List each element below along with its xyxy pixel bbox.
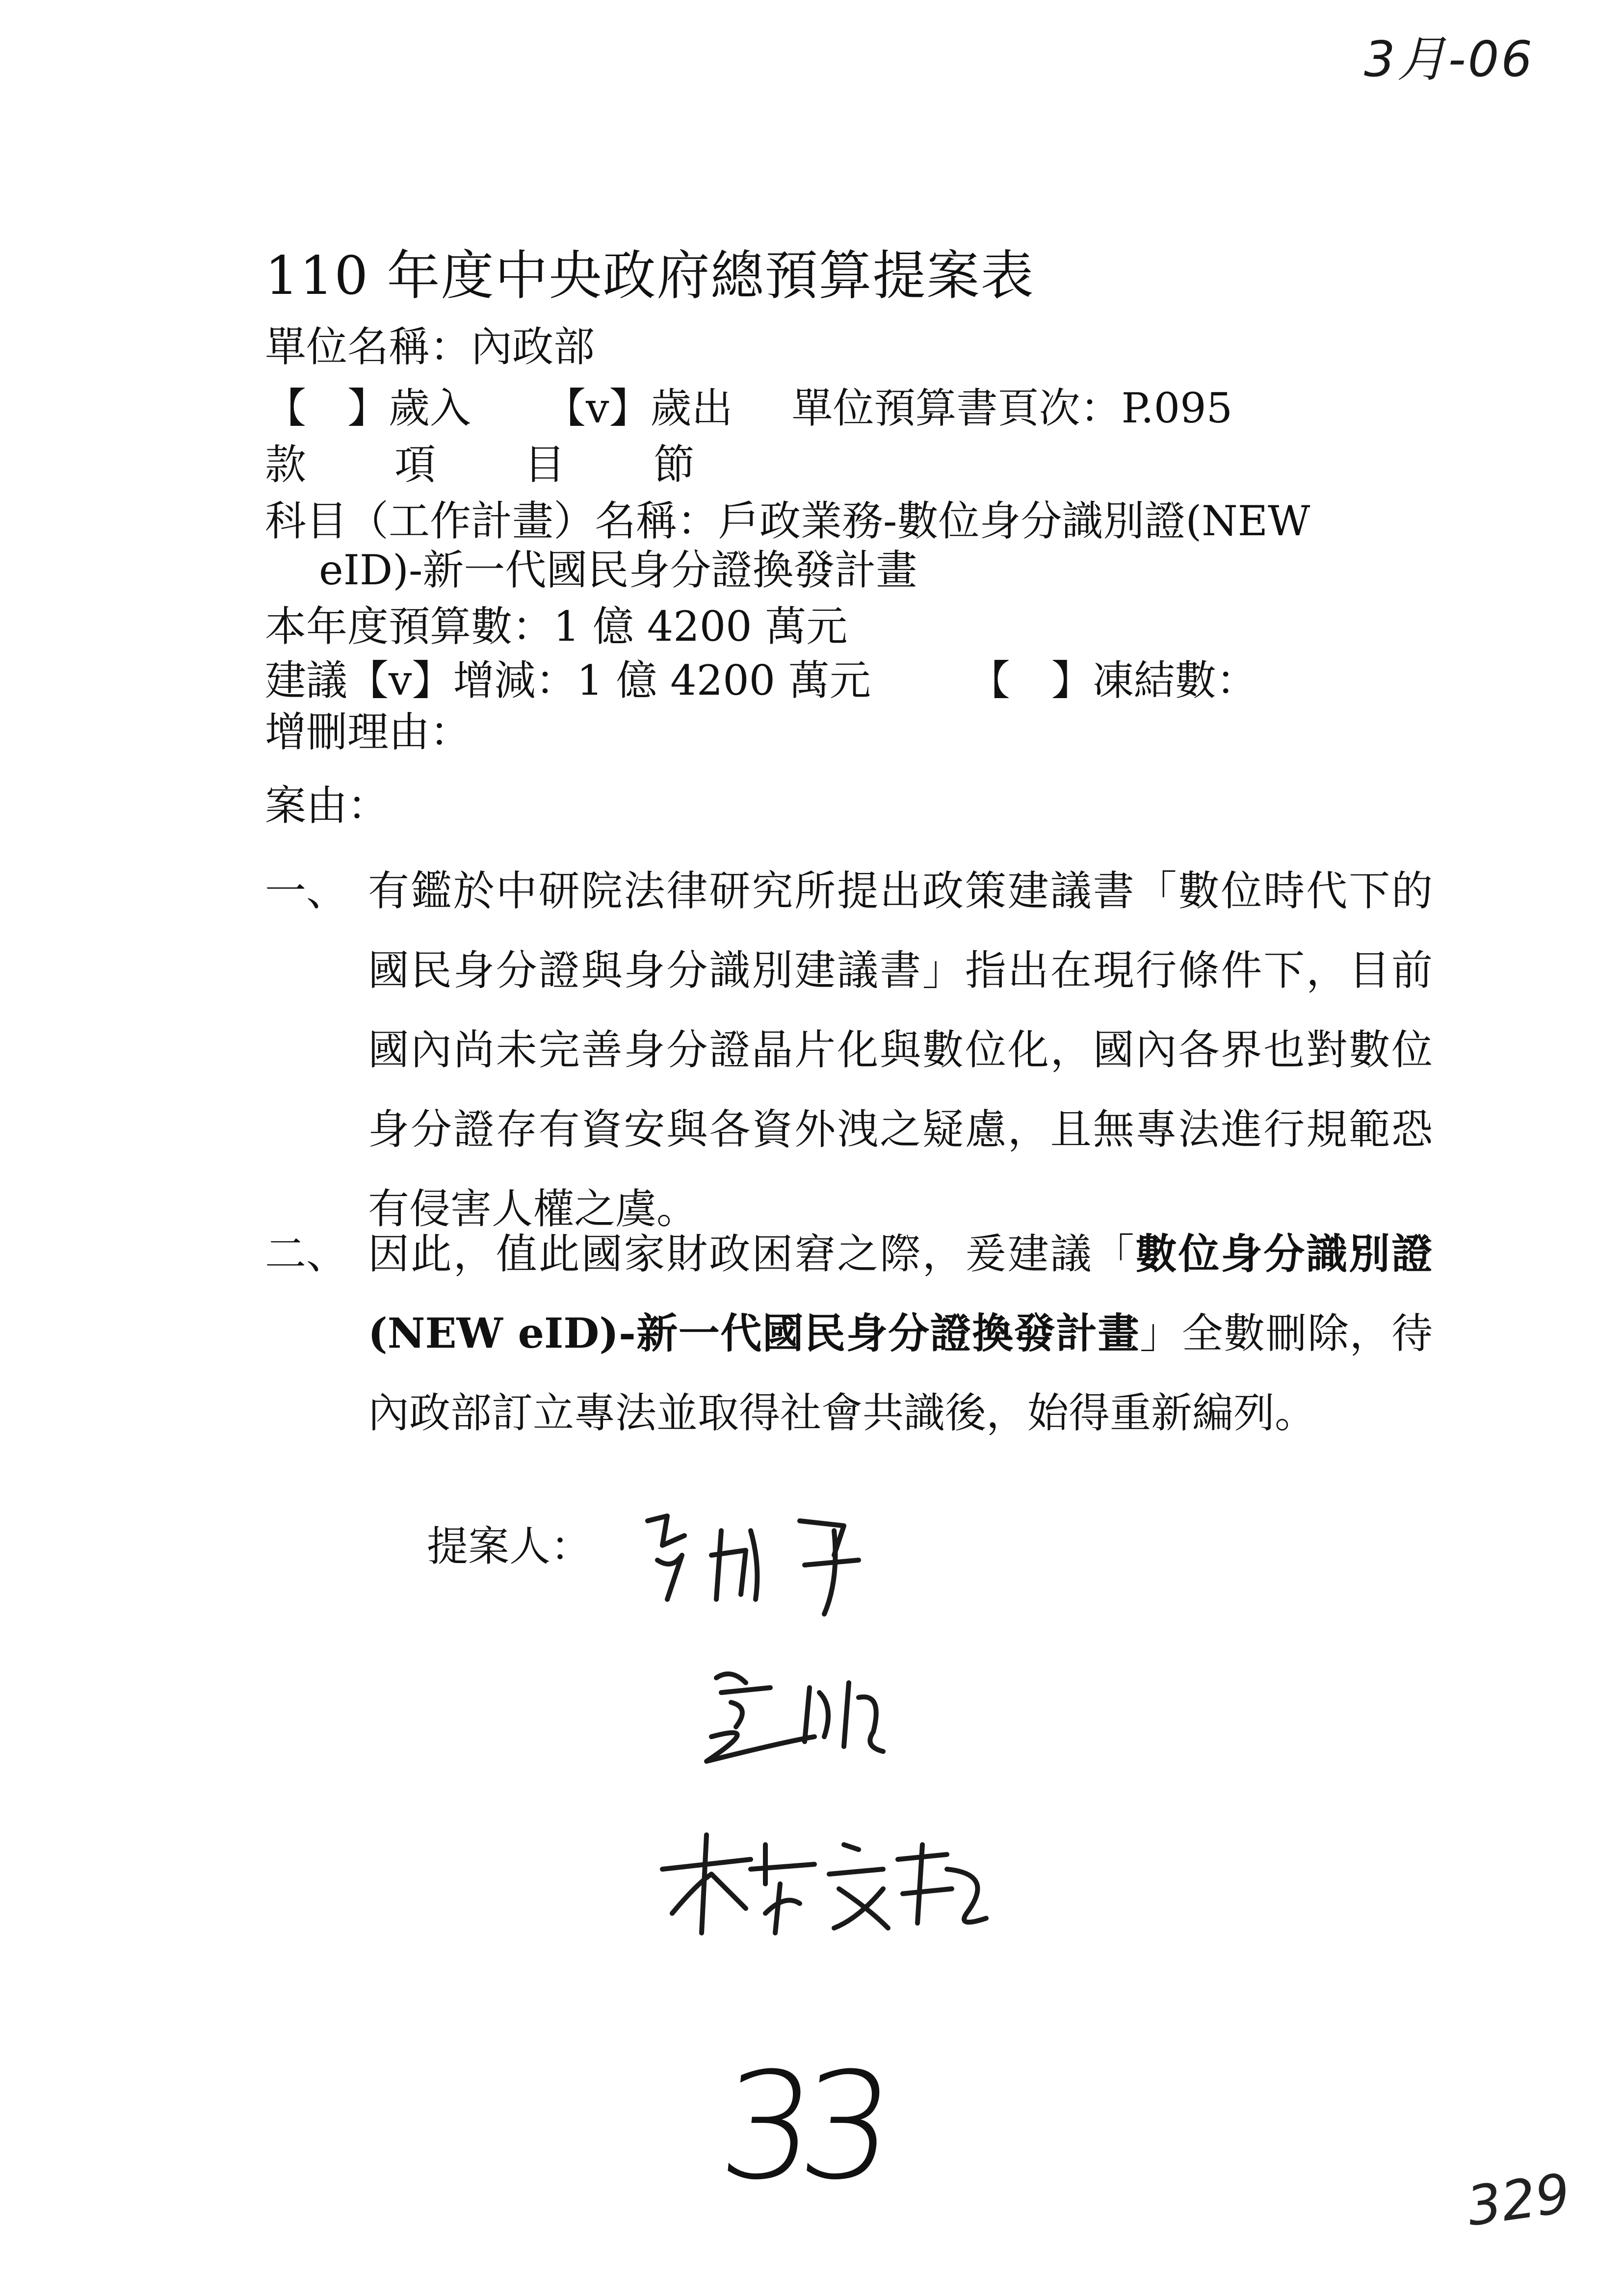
item-text: 有鑑於中研院法律研究所提出政策建議書「數位時代下的國民身分證與身分識別建議書」指出在現行條件下，目前國內尚未完善身分證晶片化與數位化，國內各界也對數位身分證存有資安與各資外洩之疑慮，且無專法進行規範恐有侵害人權之虞。: [368, 867, 1433, 1233]
suggestion-line: [265, 656, 1257, 704]
signature-3: [653, 1815, 1006, 1953]
signature-1: [638, 1501, 913, 1629]
budget-amount: 本年度預算數：1 億 4200 萬元: [265, 602, 848, 651]
type-line: [265, 384, 1233, 432]
category-headers: [265, 441, 695, 489]
case-label: 案由：: [265, 782, 389, 830]
proposer-label: 提案人：: [427, 1522, 592, 1570]
category-header: 目: [524, 441, 566, 489]
category-header: 款: [265, 441, 307, 489]
signature-2: [687, 1663, 942, 1776]
handwritten-date-note: 3月-06: [1364, 30, 1534, 88]
handwritten-page-number: 329: [1463, 2162, 1574, 2238]
subject-line-2: eID)-新一代國民身分證換發計畫: [319, 546, 917, 594]
category-header: 節: [654, 441, 695, 489]
item-text: 因此，值此國家財政困窘之際，爰建議「數位身分識別證(NEW eID)-新一代國民身分證換發計畫」全數刪除，待內政部訂立專法並取得社會共識後，始得重新編列。: [368, 1229, 1433, 1437]
freeze-amount: 【 】凍結數：: [969, 656, 1257, 704]
bold-plan-name: 數位身分識別證(NEW eID)-新一代國民身分證換發計畫: [368, 1229, 1433, 1357]
subject-line-1: 科目（工作計畫）名稱：戶政業務-數位身分識別證(NEW: [265, 497, 1310, 545]
item-number: 二、: [265, 1230, 348, 1278]
category-header: 項: [394, 441, 436, 489]
revenue-checkbox-label: 【 】歲入: [265, 384, 471, 432]
page-reference: 單位預算書頁次：P.095: [791, 384, 1233, 432]
unit-name: 單位名稱：內政部: [265, 323, 595, 371]
reason-label: 增刪理由：: [265, 708, 471, 756]
handwritten-number: 33: [712, 2041, 889, 2212]
case-item-1: [265, 851, 1433, 1249]
item-number: 一、: [265, 867, 348, 915]
case-item-2: [265, 1214, 1433, 1453]
page-title: 110 年度中央政府總預算提案表: [265, 245, 1035, 307]
expense-checkbox-label: 【ⅴ】歲出: [545, 384, 733, 432]
adjust-amount: 建議【ⅴ】增減：1 億 4200 萬元: [265, 656, 871, 704]
